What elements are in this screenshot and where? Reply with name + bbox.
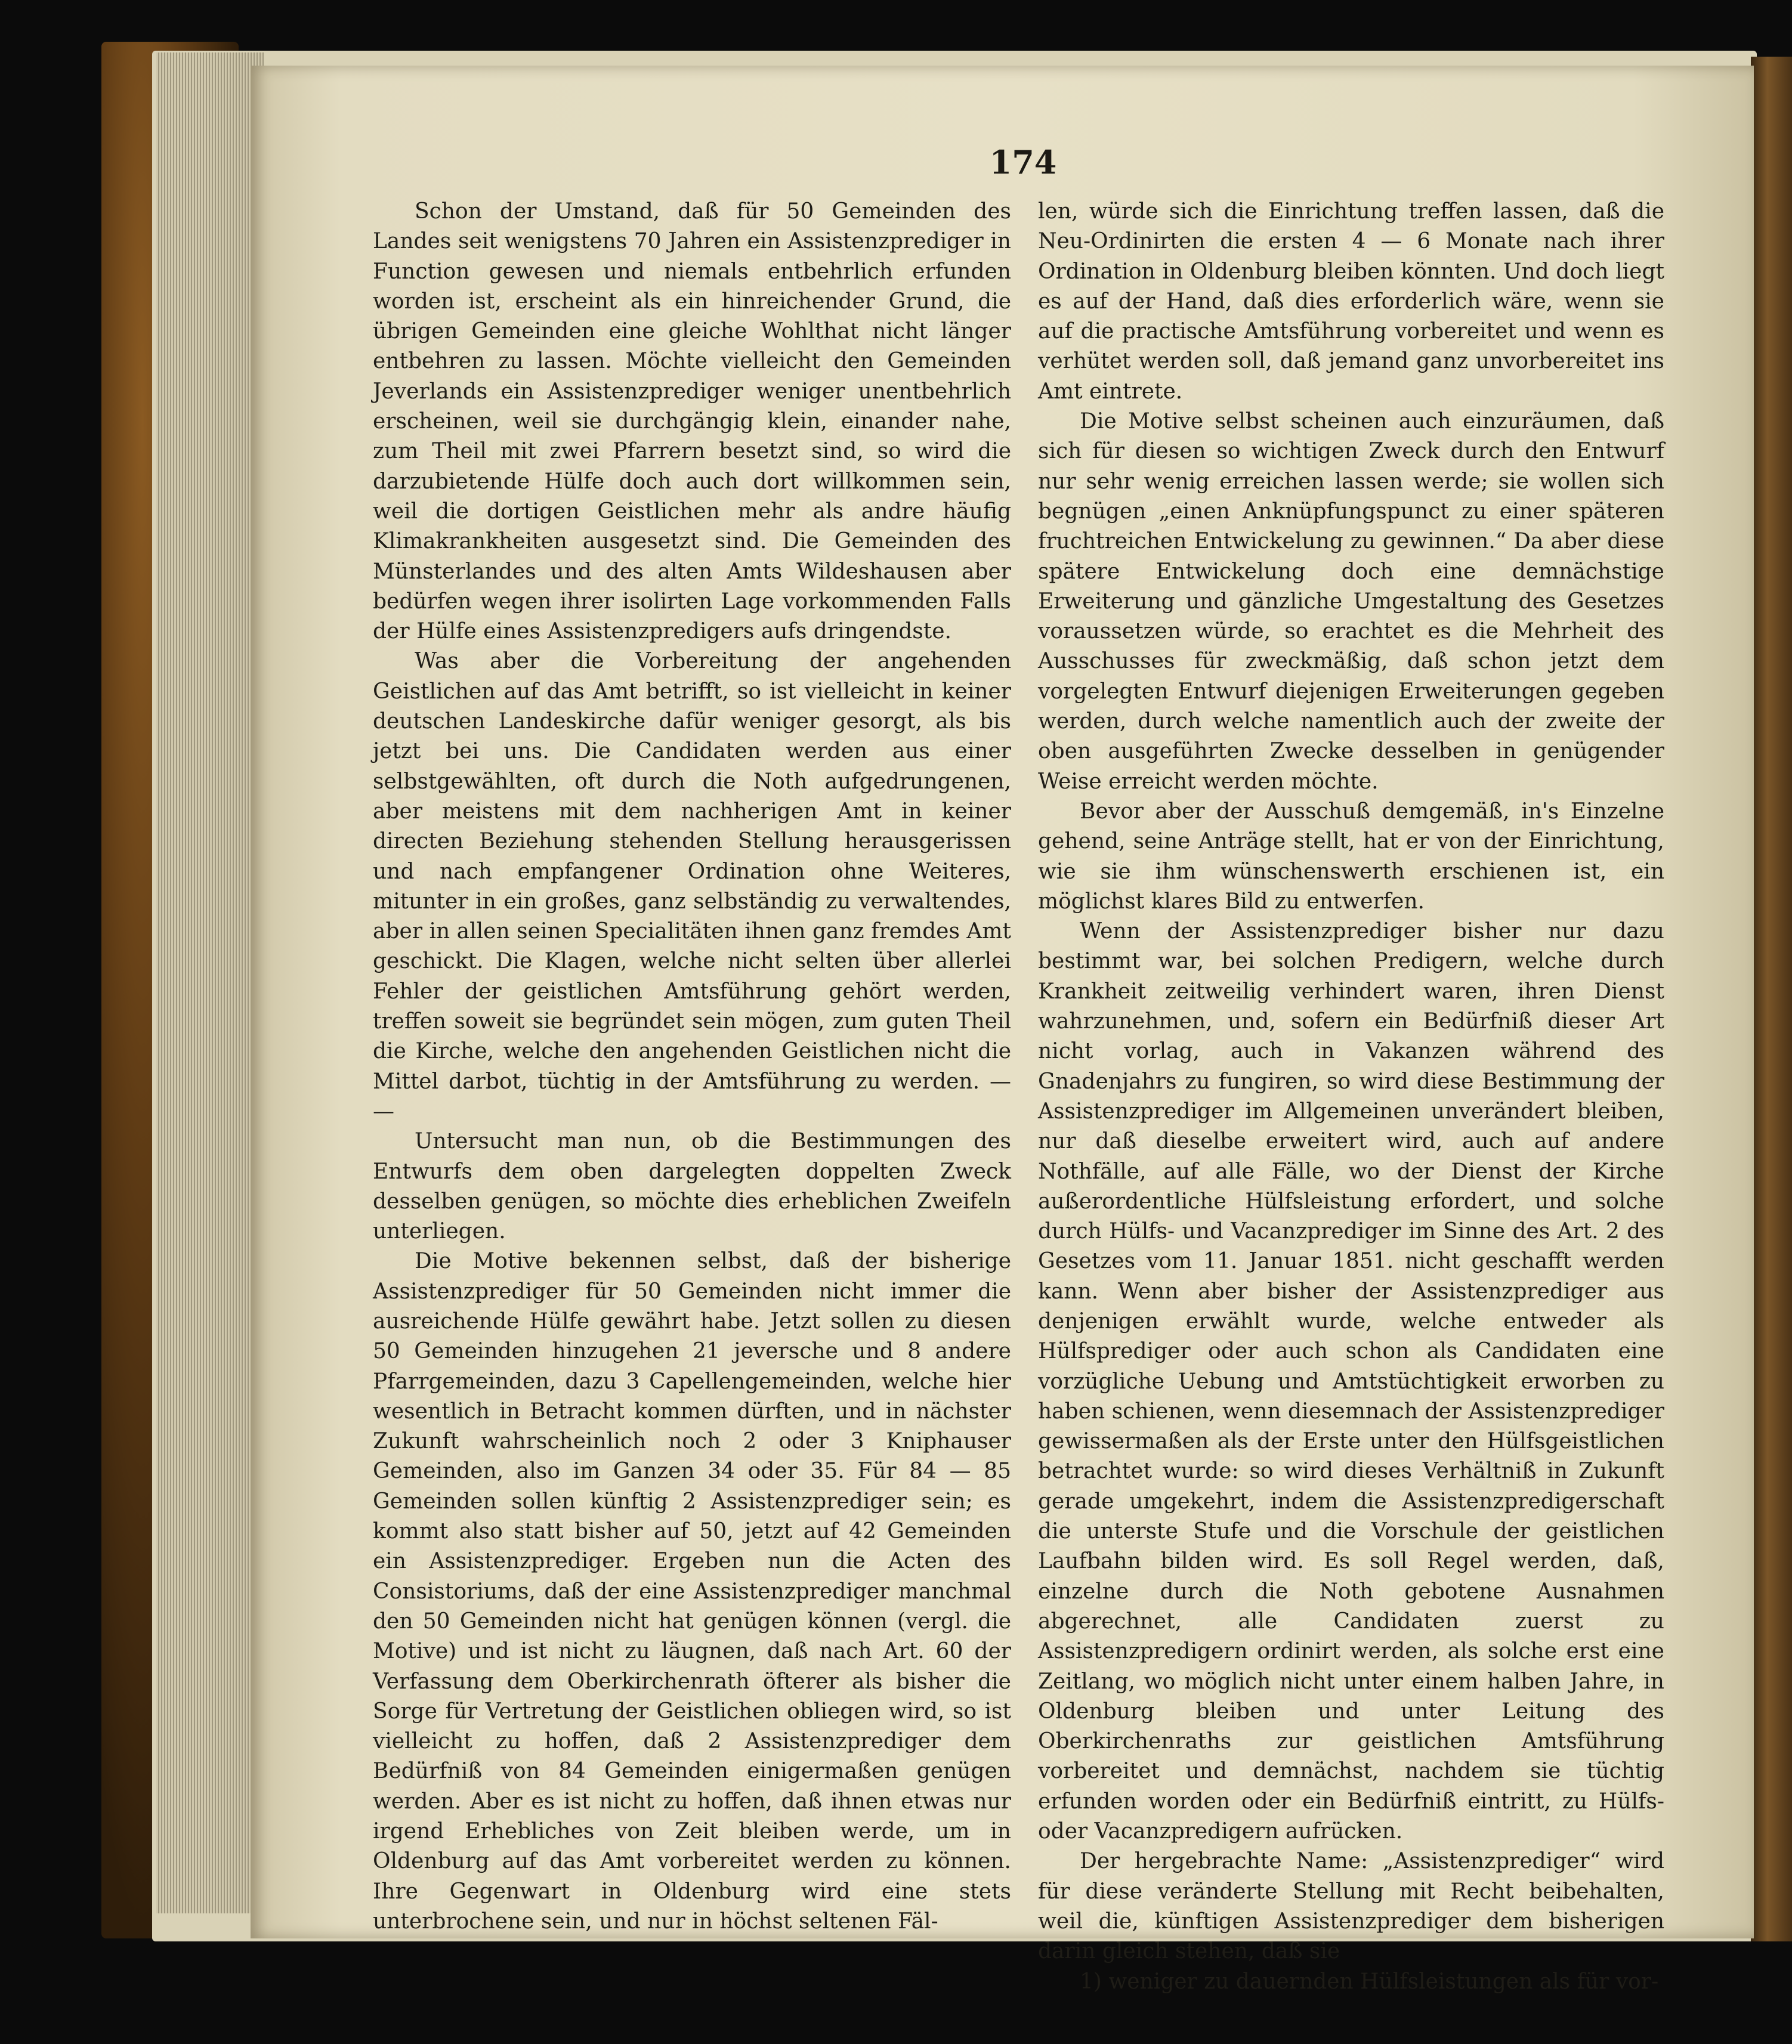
page-number: 174 <box>989 143 1057 181</box>
page-edges <box>156 52 264 1913</box>
paragraph: Was aber die Vorbereitung der angehenden Geistlichen auf das Amt betrifft, so ist vielleicht in keiner deutschen Landeskirche dafür weniger gesorgt, als bis jetzt bei uns. Die Candidaten werden aus einer selbstgewählten, oft durch die Noth aufgedrungenen, aber meistens mit dem nachherigen Amt in keiner directen Beziehung stehenden Stellung herausgerissen und nach empfangener Ordination ohne Weiteres, mitunter in ein großes, ganz selbständig zu verwaltendes, aber in allen seinen Specialitäten ihnen ganz fremdes Amt geschickt. Die Klagen, welche nicht selten über allerlei Fehler der geistlichen Amtsführung gehört werden, treffen soweit sie begründet sein mögen, zum guten Theil die Kirche, welche den angehenden Geistlichen nicht die Mittel darbot, tüchtig in der Amtsführung zu werden. — — <box>373 649 1011 1124</box>
list-item: 1) weniger zu dauernden Hülfsleistungen als für vor- <box>1080 1969 1659 1994</box>
paragraph: Der hergebrachte Name: „Assistenzprediger“ wird für diese veränderte Stellung mit Recht beibehalten, weil die, künftigen Assistenzprediger dem bisherigen darin gleich stehen, daß sie <box>1038 1849 1664 1964</box>
text-column-right <box>1038 197 1664 1997</box>
paragraph: Wenn der Assistenzprediger bisher nur dazu bestimmt war, bei solchen Predigern, welche durch Krankheit zeitweilig verhindert waren, ihren Dienst wahrzunehmen, und, sofern ein Bedürfniß dieser Art nicht vorlag, auch in Vakanzen während des Gnadenjahrs zu fungiren, so wird diese Bestimmung der Assistenzprediger im Allgemeinen unverändert bleiben, nur daß dieselbe erweitert wird, auch auf andere Nothfälle, auf alle Fälle, wo der Dienst der Kirche außerordentliche Hülfsleistung erfordert, und solche durch Hülfs- und Vacanzprediger im Sinne des Art. 2 des Gesetzes vom 11. Januar 1851. nicht geschafft werden kann. Wenn aber bisher der Assistenzprediger aus denjenigen erwählt wurde, welche entweder als Hülfsprediger oder auch schon als Candidaten eine vorzügliche Uebung und Amtstüchtigkeit erworben zu haben schienen, wenn diesemnach der Assistenzprediger gewissermaßen als der Erste unter den Hülfsgeistlichen betrachtet wurde: so wird dieses Verhältniß in Zukunft gerade umgekehrt, indem die Assistenzpredigerschaft die unterste Stufe und die Vorschule der geistlichen Laufbahn bilden wird. Es soll Regel werden, daß, einzelne durch die Noth gebotene Ausnahmen abgerechnet, alle Candidaten zuerst zu Assistenzpredigern ordinirt werden, als solche erst eine Zeitlang, wo möglich nicht unter einem halben Jahre, in Oldenburg bleiben und unter Leitung des Oberkirchenraths zur geistlichen Amtsführung vorbereitet und demnächst, nachdem sie tüchtig erfunden worden oder ein Bedürfniß eintritt, zu Hülfs- oder Vacanzpredigern aufrücken. <box>1038 919 1664 1844</box>
book-cover-right <box>1751 57 1792 1941</box>
text-column-left <box>373 197 1011 1937</box>
paragraph: Die Motive selbst scheinen auch einzuräumen, daß sich für diesen so wichtigen Zweck durch den Entwurf nur sehr wenig erreichen lassen werde; sie wollen sich begnügen „einen Anknüpfungspunct zu einer späteren fruchtreichen Entwickelung zu gewinnen.“ Da aber diese spätere Entwickelung doch eine demnächstige Erweiterung und gänzliche Umgestaltung des Gesetzes voraussetzen würde, so erachtet es die Mehrheit des Ausschusses für zweckmäßig, daß schon jetzt dem vorgelegten Entwurf diejenigen Erweiterungen gegeben werden, durch welche namentlich auch der zweite der oben ausgeführten Zwecke desselben in genügender Weise erreicht werden möchte. <box>1038 409 1664 794</box>
paragraph: Bevor aber der Ausschuß demgemäß, in's Einzelne gehend, seine Anträge stellt, hat er von der Einrichtung, wie sie ihm wünschenswerth erschienen ist, ein möglichst klares Bild zu entwerfen. <box>1038 799 1664 914</box>
paragraph: Schon der Umstand, daß für 50 Gemeinden des Landes seit wenigstens 70 Jahren ein Assistenzprediger in Function gewesen und niemals entbehrlich erfunden worden ist, erscheint als ein hinreichender Grund, die übrigen Gemeinden eine gleiche Wohlthat nicht länger entbehren zu lassen. Möchte vielleicht den Gemeinden Jeverlands ein Assistenzprediger weniger unentbehrlich erscheinen, weil sie durchgängig klein, einander nahe, zum Theil mit zwei Pfarrern besetzt sind, so wird die darzubietende Hülfe doch auch dort willkommen sein, weil die dortigen Geistlichen mehr als andre häufig Klimakrankheiten ausgesetzt sind. Die Gemeinden des Münsterlandes und des alten Amts Wildeshausen aber bedürfen wegen ihrer isolirten Lage vorkommenden Falls der Hülfe eines Assistenzpredigers aufs dringendste. <box>373 199 1011 644</box>
paragraph: Untersucht man nun, ob die Bestimmungen des Entwurfs dem oben dargelegten doppelten Zweck desselben genügen, so möchte dies erheblichen Zweifeln unterliegen. <box>373 1129 1011 1244</box>
paragraph: Die Motive bekennen selbst, daß der bisherige Assistenzprediger für 50 Gemeinden nicht immer die ausreichende Hülfe gewährt habe. Jetzt sollen zu diesen 50 Gemeinden hinzugehen 21 jeversche und 8 andere Pfarrgemeinden, dazu 3 Capellengemeinden, welche hier wesentlich in Betracht kommen dürften, und in nächster Zukunft wahrscheinlich noch 2 oder 3 Kniphauser Gemeinden, also im Ganzen 34 oder 35. Für 84 — 85 Gemeinden sollen künftig 2 Assistenzprediger sein; es kommt also statt bisher auf 50, jetzt auf 42 Gemeinden ein Assistenzprediger. Ergeben nun die Acten des Consistoriums, daß der eine Assistenzprediger manchmal den 50 Gemeinden nicht hat genügen können (vergl. die Motive) und ist nicht zu läugnen, daß nach Art. 60 der Verfassung dem Oberkirchenrath öfterer als bisher die Sorge für Vertretung der Geistlichen obliegen wird, so ist vielleicht zu hoffen, daß 2 Assistenzprediger dem Bedürfniß von 84 Gemeinden einigermaßen genügen werden. Aber es ist nicht zu hoffen, daß ihnen etwas nur irgend Erhebliches von Zeit bleiben werde, um in Oldenburg auf das Amt vorbereitet werden zu können. Ihre Gegenwart in Oldenburg wird eine stets unterbrochene sein, und nur in höchst seltenen Fäl- <box>373 1249 1011 1934</box>
paragraph: len, würde sich die Einrichtung treffen lassen, daß die Neu-Ordinirten die ersten 4 — 6 Monate nach ihrer Ordination in Oldenburg bleiben könnten. Und doch liegt es auf der Hand, daß dies erforderlich wäre, wenn sie auf die practische Amtsführung vorbereitet und wenn es verhütet werden soll, daß jemand ganz unvorbereitet ins Amt eintrete. <box>1038 199 1664 404</box>
